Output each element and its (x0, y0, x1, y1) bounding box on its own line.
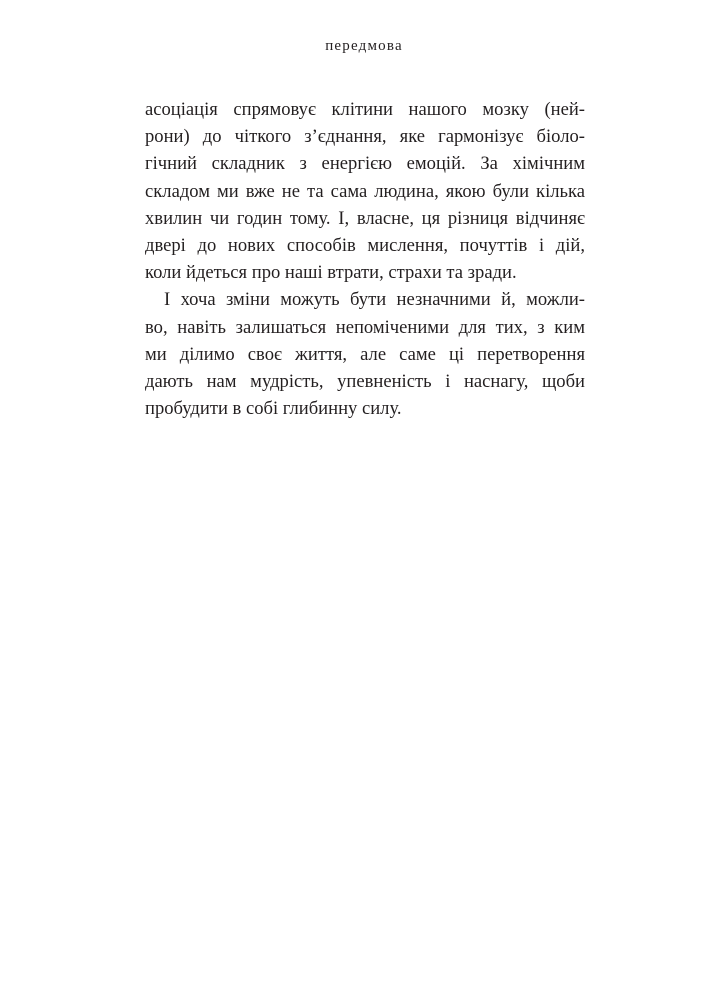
paragraph (145, 286, 585, 422)
text-line: дають нам мудрість, упевненість і наснагу, щоби (145, 370, 585, 392)
text-line: коли йдеться про наші втрати, страхи та зради. (145, 262, 517, 284)
text-line: рони) до чіткого з’єднання, яке гармонізує біоло- (145, 126, 585, 148)
text-line: ми ділимо своє життя, але саме ці перетворення (145, 343, 585, 365)
text-line: І хоча зміни можуть бути незначними й, можли- (164, 289, 585, 311)
text-line: пробудити в собі глибинну силу. (145, 398, 402, 420)
text-line: асоціація спрямовує клітини нашого мозку (ней- (145, 99, 585, 120)
body-text (145, 96, 585, 422)
text-line: во, навіть залишаться непоміченими для тих, з ким (145, 316, 585, 338)
text-line: двері до нових способів мислення, почуттів і дій, (145, 234, 585, 256)
running-head: передмова (325, 38, 403, 54)
paragraph (145, 96, 585, 286)
text-line: складом ми вже не та сама людина, якою були кілька (145, 180, 585, 202)
text-line: хвилин чи годин тому. І, власне, ця різниця відчиняє (145, 207, 585, 229)
text-line: гічний складник з енергією емоцій. За хімічним (145, 153, 585, 175)
